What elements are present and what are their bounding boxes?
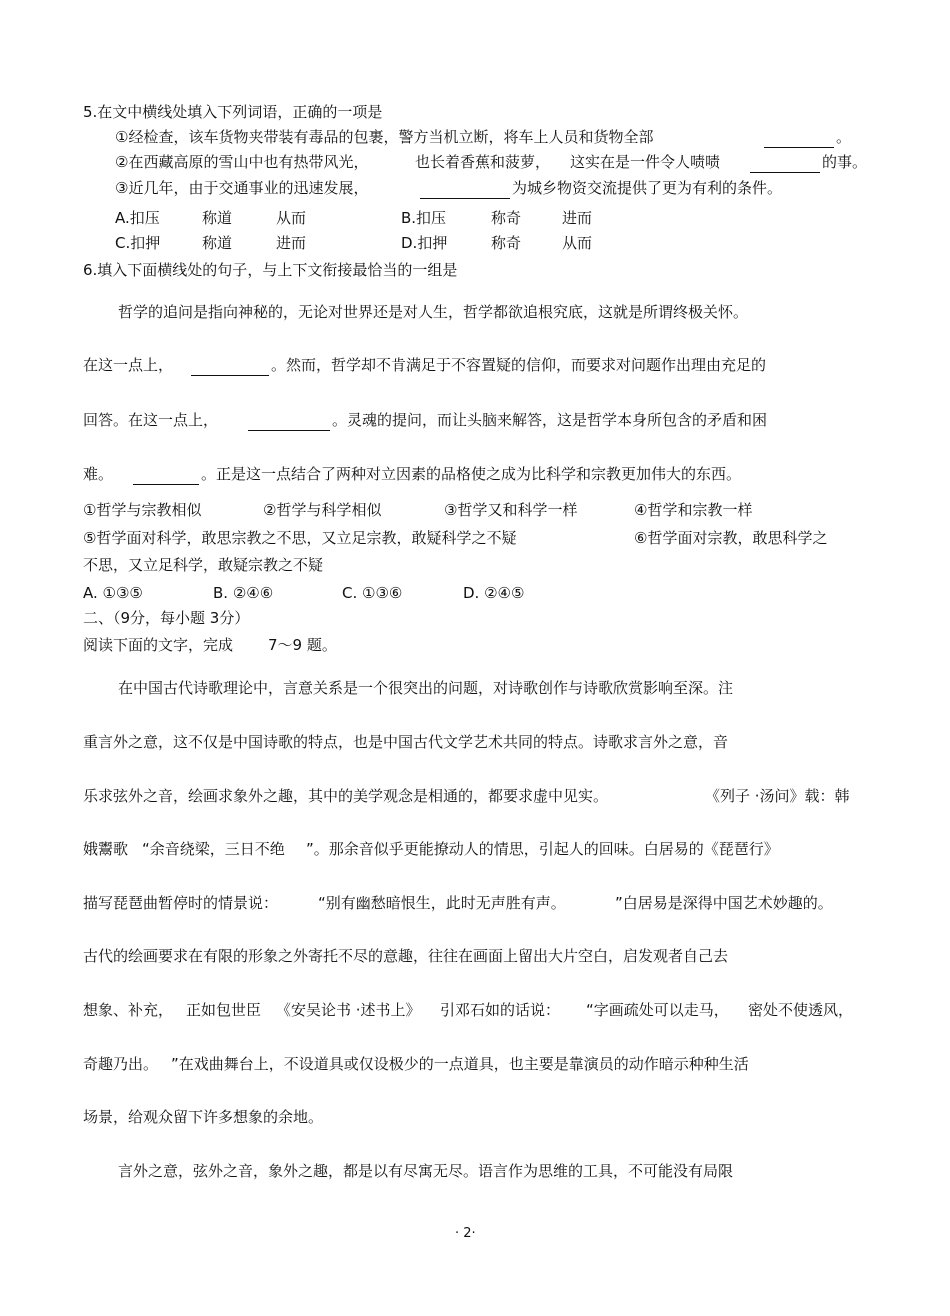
q5-option-c-3: 进而 [276, 234, 307, 252]
q5-option-a-1[interactable]: A.扣压 [115, 209, 160, 227]
q5-s2-part2: 也长着香蕉和菠萝， [415, 153, 551, 171]
q5-s3-part2: 为城乡物资交流提供了更为有利的条件。 [512, 179, 783, 197]
passage-line-4c: ”。那余音似乎更能撩动人的情思，引起人的回味。白居易的《琵琶行》 [306, 840, 779, 858]
q5-option-d-1[interactable]: D.扣押 [401, 234, 448, 252]
q6-stem: 6.填入下面横线处的句子，与上下文衔接最恰当的一组是 [83, 261, 458, 279]
passage-line-7f: 密处不使透风， [748, 1001, 854, 1019]
q6-para-line-3b: 。灵魂的提问，而让头脑来解答，这是哲学本身所包含的矛盾和困 [332, 411, 768, 429]
passage-line-5a: 描写琵琶曲暂停时的情景说： [83, 894, 279, 912]
q5-s1-end: 。 [836, 128, 852, 146]
q5-blank-1[interactable] [764, 131, 834, 148]
passage-line-9: 场景，给观众留下许多想象的余地。 [83, 1108, 324, 1126]
q6-option-b[interactable]: B. ②④⑥ [213, 584, 274, 602]
q5-s3-part1: ③近几年，由于交通事业的迅速发展， [115, 179, 369, 197]
passage-line-4a: 娥鬻歌 [83, 840, 129, 858]
q5-option-a-3: 从而 [276, 209, 307, 227]
q5-option-d-2: 称奇 [491, 234, 522, 252]
q5-stem: 5.在文中横线处填入下列词语，正确的一项是 [83, 103, 383, 121]
q6-choice-4: ④哲学和宗教一样 [634, 501, 753, 519]
passage-line-3a: 乐求弦外之音，绘画求象外之趣，其中的美学观念是相通的，都要求虚中见实。 [83, 787, 609, 805]
q6-option-a[interactable]: A. ①③⑤ [83, 584, 143, 602]
q5-s2-part3: 这实在是一件令人啧啧 [570, 153, 721, 171]
passage-line-5b: “别有幽愁暗恨生，此时无声胜有声。 [318, 894, 566, 912]
passage-line-10: 言外之意，弦外之音，象外之趣，都是以有尽寓无尽。语言作为思维的工具，不可能没有局限 [118, 1162, 734, 1180]
passage-line-7d: 引邓石如的话说： [440, 1001, 561, 1019]
q5-blank-2[interactable] [750, 156, 820, 173]
q6-para-line-2b: 。然而，哲学却不肯满足于不容置疑的信仰，而要求对问题作出理由充足的 [271, 356, 767, 374]
q6-para-line-4a: 难。 [83, 465, 114, 483]
passage-line-5c: ”白居易是深得中国艺术妙趣的。 [615, 894, 833, 912]
q5-option-b-3: 进而 [562, 209, 593, 227]
q6-choice-6a: ⑥哲学面对宗教，敢思科学之 [634, 529, 828, 547]
q5-s2-part1: ②在西藏高原的雪山中也有热带风光， [115, 153, 369, 171]
q5-sentence-1 [115, 127, 653, 147]
q6-choice-6b: 不思，又立足科学，敢疑宗教之不疑 [83, 556, 324, 574]
q6-para-line-4b: 。正是这一点结合了两种对立因素的品格使之成为比科学和宗教更加伟大的东西。 [201, 465, 742, 483]
q5-option-a-2: 称道 [202, 209, 233, 227]
page-number: · 2· [455, 1226, 476, 1241]
q5-blank-3[interactable] [420, 182, 510, 199]
passage-line-7a: 想象、补充， [83, 1001, 174, 1019]
q6-choice-3: ③哲学又和科学一样 [444, 501, 578, 519]
passage-line-7b: 正如包世臣 [186, 1001, 262, 1019]
q6-blank-1[interactable] [191, 359, 269, 376]
passage-line-8b: ”在戏曲舞台上，不设道具或仅设极少的一点道具，也主要是靠演员的动作暗示种种生活 [171, 1055, 749, 1073]
q5-s2-end: 的事。 [822, 153, 868, 171]
section-2-title: 二、（9分，每小题 3分） [83, 609, 250, 627]
q6-para-line-1: 哲学的追问是指向神秘的，无论对世界还是对人生，哲学都欲追根究底，这就是所谓终极关怀。 [118, 303, 749, 321]
passage-line-3b: 《列子 ·汤问》载：韩 [705, 787, 850, 805]
q6-blank-2[interactable] [248, 414, 330, 431]
passage-line-6: 古代的绘画要求在有限的形象之外寄托不尽的意趣，往往在画面上留出大片空白，启发观者自己去 [83, 947, 729, 965]
section-2-intro-a: 阅读下面的文字，完成 [83, 636, 234, 654]
q5-option-b-2: 称奇 [491, 209, 522, 227]
q6-blank-3[interactable] [133, 468, 199, 485]
q6-choice-2: ②哲学与科学相似 [263, 501, 382, 519]
q5-s1-text: ①经检查，该车货物夹带装有毒品的包裹，警方当机立断，将车上人员和货物全部 [115, 128, 654, 146]
passage-line-1: 在中国古代诗歌理论中，言意关系是一个很突出的问题，对诗歌创作与诗歌欣赏影响至深。注 [118, 679, 734, 697]
passage-line-8a: 奇趣乃出。 [83, 1055, 159, 1073]
q6-para-line-3a: 回答。在这一点上， [83, 411, 219, 429]
passage-line-2: 重言外之意，这不仅是中国诗歌的特点，也是中国古代文学艺术共同的特点。诗歌求言外之意，音 [83, 733, 729, 751]
q6-para-line-2a: 在这一点上， [83, 356, 174, 374]
q6-option-d[interactable]: D. ②④⑤ [463, 584, 525, 602]
q6-choice-1: ①哲学与宗教相似 [83, 501, 202, 519]
passage-line-7e: “字画疏处可以走马， [586, 1001, 729, 1019]
q6-choice-5: ⑤哲学面对科学，敢思宗教之不思，又立足宗教，敢疑科学之不疑 [83, 529, 517, 547]
q5-option-c-1[interactable]: C.扣押 [115, 234, 161, 252]
q5-option-c-2: 称道 [202, 234, 233, 252]
passage-line-7c: 《安吴论书 ·述书上》 [276, 1001, 421, 1019]
q6-option-c[interactable]: C. ①③⑥ [342, 584, 403, 602]
section-2-intro-b: 7～9 题。 [268, 636, 337, 654]
passage-line-4b: “余音绕梁，三日不绝 [142, 840, 285, 858]
q5-option-b-1[interactable]: B.扣压 [401, 209, 447, 227]
q5-option-d-3: 从而 [562, 234, 593, 252]
